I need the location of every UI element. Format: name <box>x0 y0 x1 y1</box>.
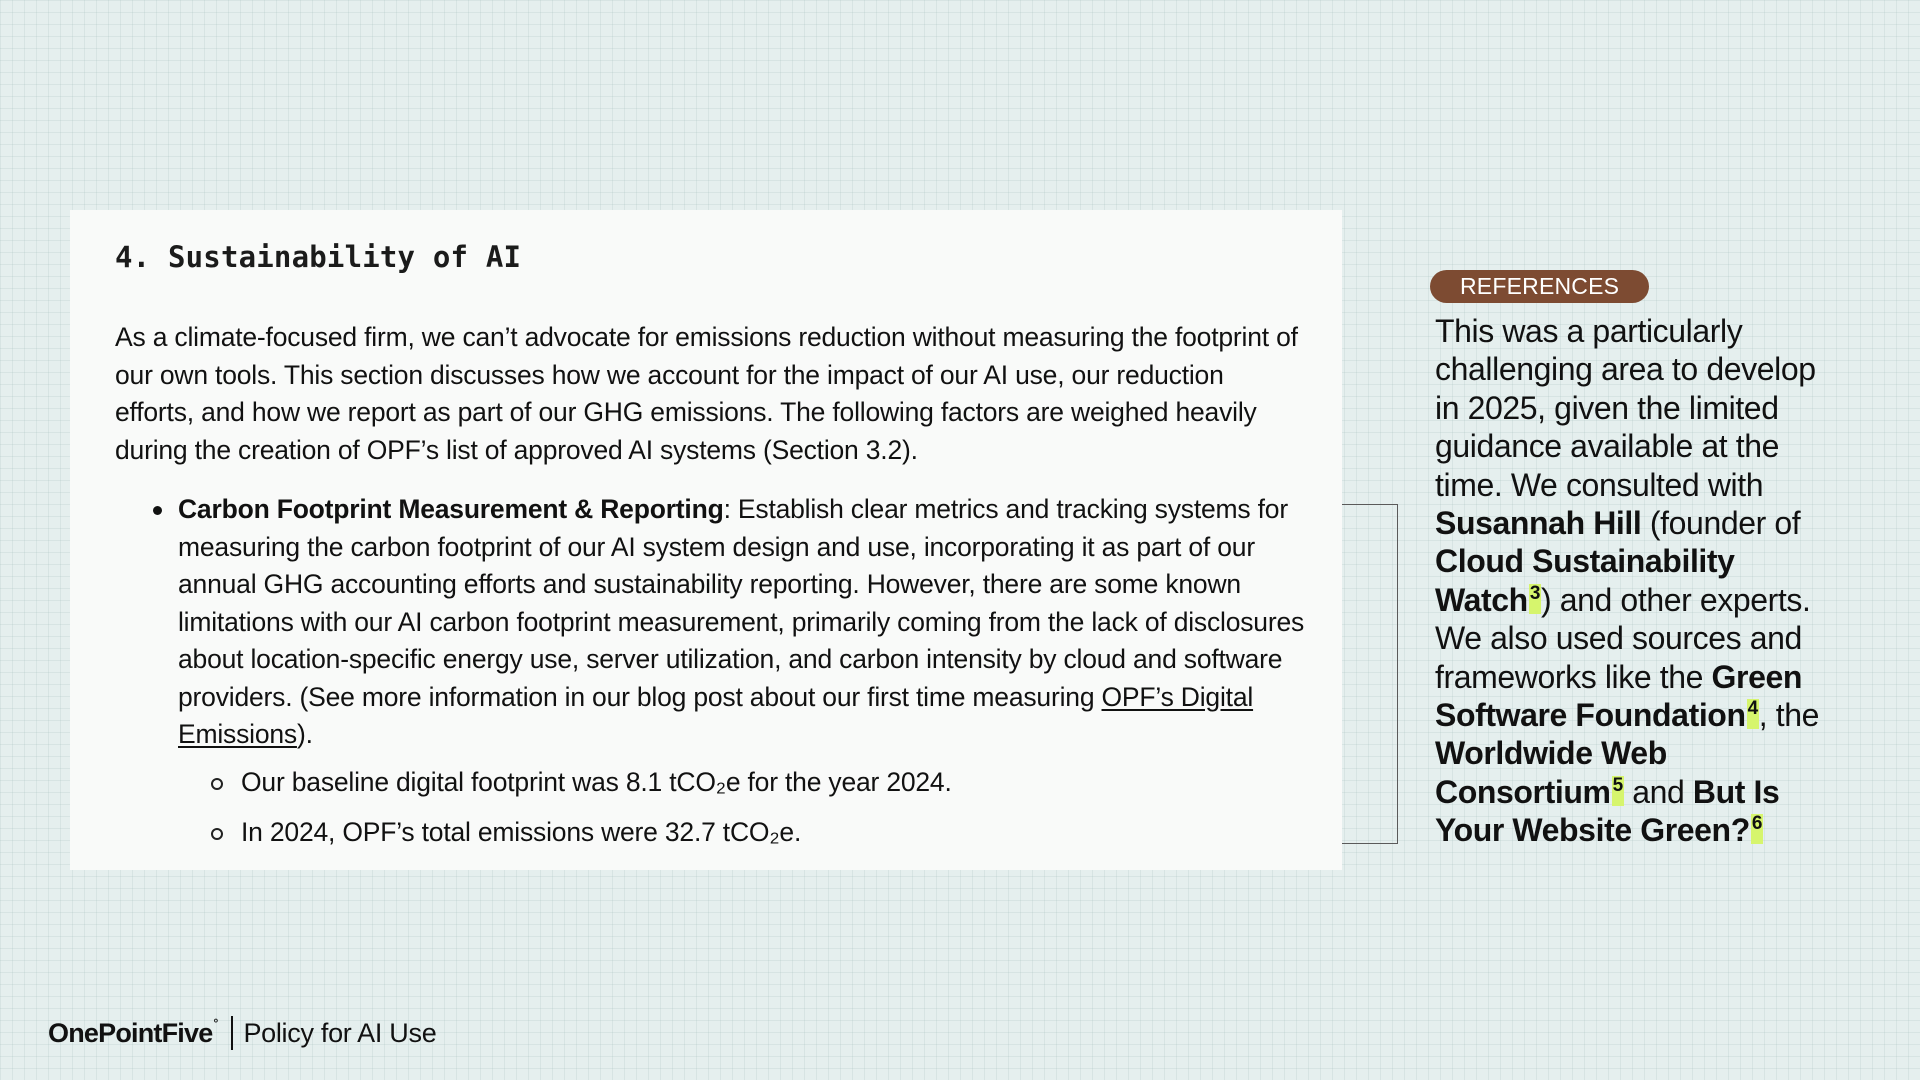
footer-divider <box>231 1016 233 1050</box>
digital-emissions-link[interactable]: OPF’s Digital Emissions <box>178 681 1254 749</box>
footnote-marker[interactable]: 5 <box>1612 776 1624 806</box>
section-heading: 4. Sustainability of AI <box>115 240 522 274</box>
footnote-marker[interactable]: 4 <box>1747 699 1759 729</box>
organization-name: Cloud Sustainability Watch <box>1435 543 1735 618</box>
bullet-body: Establish clear metrics and tracking systems for measuring the carbon footprint of our AI system design and use, incorporating it as part of our annual GHG accounting efforts and sustainability reporting. However, there are some known limitations with our AI carbon footprint measurement, primarily coming from the lack of disclosures about location-specific energy use, server utilization, and carbon intensity by cloud and software providers. (See more information in our blog post about our first time measuring <box>178 494 1305 712</box>
footnote-marker[interactable]: 3 <box>1529 584 1541 614</box>
bullet-title: Carbon Footprint Measurement & Reporting <box>178 494 724 524</box>
bullet-item-carbon-footprint <box>115 491 1308 852</box>
policy-document-card <box>70 210 1342 870</box>
references-text: (founder of <box>1641 505 1801 542</box>
hollow-circle-icon <box>211 778 223 790</box>
reference-bracket-connector <box>1342 504 1398 844</box>
sub-bullet-list <box>178 764 1308 852</box>
references-badge: REFERENCES <box>1430 270 1649 303</box>
organization-name: Worldwide Web Consortium <box>1435 735 1667 810</box>
bullet-colon: : <box>723 494 731 524</box>
hollow-circle-icon <box>211 828 223 840</box>
organization-name: But Is Your Website Green? <box>1435 773 1780 849</box>
sub-bullet-text: Our baseline digital footprint was 8.1 tCO₂e for the year 2024. <box>241 766 952 797</box>
sub-bullet-total-emissions <box>178 814 1308 852</box>
footer-document-title: Policy for AI Use <box>243 1017 437 1048</box>
intro-paragraph: As a climate-focused firm, we can’t advocate for emissions reduction without measuring the footprint of our own tools. This section discusses how we account for the impact of our AI use, our reduction efforts, and how we report as part of our GHG emissions. The following factors are weighed heavily during the creation of OPF’s list of approved AI systems (Section 3.2). <box>115 322 1298 465</box>
references-text: , the <box>1758 697 1820 734</box>
logo-degree-mark: ° <box>213 1015 218 1030</box>
bullet-end: ). <box>296 719 313 749</box>
bullet-dot-icon <box>153 506 162 515</box>
references-text: and <box>1623 773 1693 810</box>
sub-bullet-text: In 2024, OPF’s total emissions were 32.7 tCO₂e. <box>241 817 802 847</box>
footer <box>48 1015 436 1051</box>
references-note <box>1435 312 1830 850</box>
references-text: This was a particularly challenging area to develop in 2025, given the limited guidance available at the time. We consulted with <box>1435 313 1816 503</box>
expert-name: Susannah Hill <box>1435 505 1642 542</box>
footnote-marker[interactable]: 6 <box>1751 814 1763 844</box>
organization-name: Green Software Foundation <box>1435 658 1803 734</box>
bullet-list <box>115 491 1308 852</box>
onepointfive-logo <box>48 1015 218 1049</box>
sub-bullet-baseline-footprint <box>178 764 1308 802</box>
logo-wordmark: OnePointFive <box>48 1017 213 1048</box>
references-text: ) and other experts. We also used sources and frameworks like the <box>1435 581 1811 695</box>
